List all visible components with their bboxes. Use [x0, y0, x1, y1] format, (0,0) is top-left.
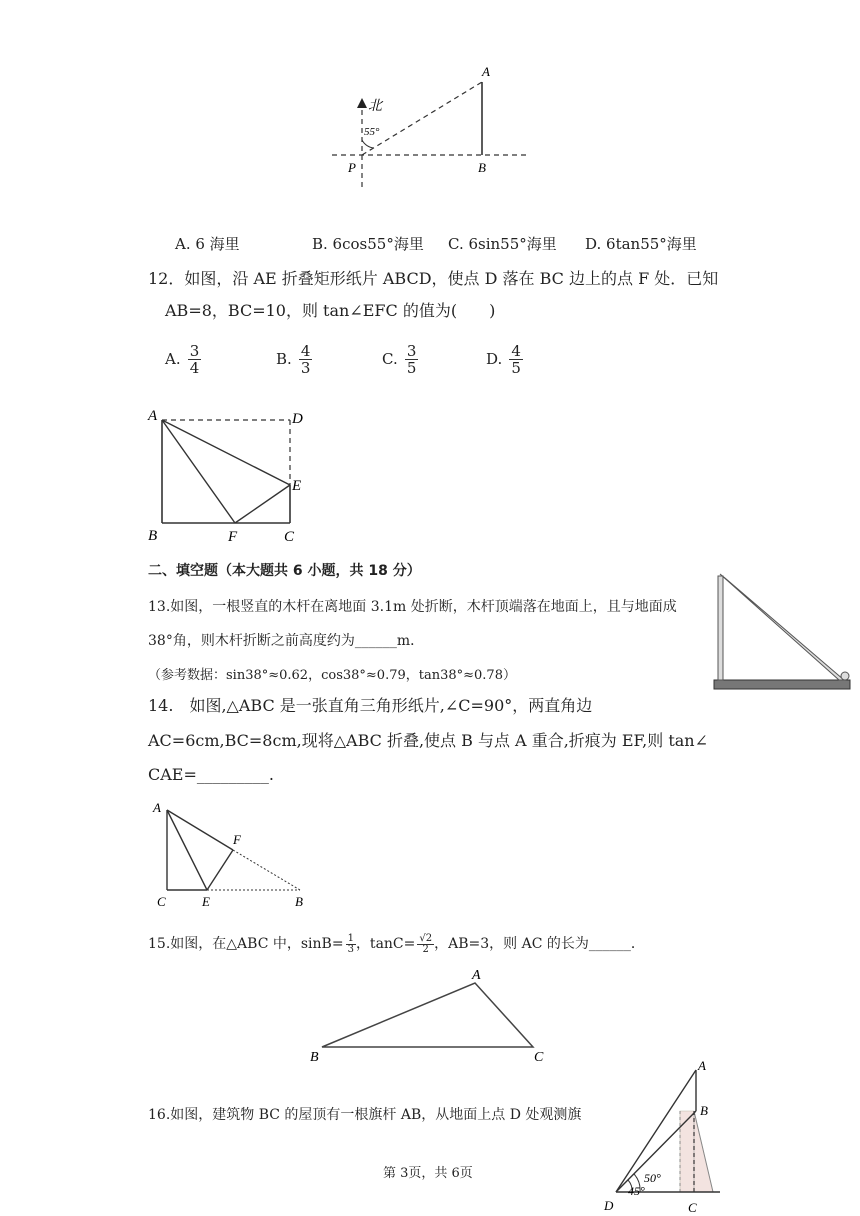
q12-option-a-den: 4 [189, 359, 200, 377]
q12-option-c-fraction [405, 343, 419, 376]
q15-point-b: B [310, 1050, 319, 1065]
q15-mid: ，tanC= [355, 936, 416, 952]
q11-figure [320, 60, 540, 190]
section-title: 二、填空题（本大题共 6 小题，共 18 分） [148, 563, 421, 579]
q12-option-d-fraction [509, 343, 523, 376]
q14-point-b: B [295, 894, 303, 909]
q15-sin-num: 1 [347, 932, 354, 944]
q12-option-b-den: 3 [300, 359, 311, 377]
q12-option-d-num: 4 [511, 342, 521, 360]
q12-point-c: C [284, 529, 295, 545]
q11-option-d: D. 6tan55°海里 [585, 235, 697, 253]
q16-angle-45: 45° [628, 1184, 645, 1198]
q12-option-b-fraction [299, 343, 313, 376]
q12-point-e: E [292, 478, 302, 494]
q15-figure [300, 965, 560, 1065]
point-p: P [348, 160, 356, 175]
q12-line1: 12．如图，沿 AE 折叠矩形纸片 ABCD，使点 D 落在 BC 边上的点 F 处．已知 [148, 269, 719, 288]
q14-line3: CAE=_________. [148, 765, 274, 784]
q14-line1: 14. 如图,△ABC 是一张直角三角形纸片,∠C=90°，两直角边 [148, 696, 593, 715]
q12-option-b-num: 4 [300, 342, 311, 360]
q16-point-c: C [688, 1200, 697, 1215]
q13-line2: 38°角，则木杆折断之前高度约为______m． [148, 633, 425, 649]
q15-tan-fraction [417, 934, 434, 955]
q16-point-a: A [698, 1058, 706, 1073]
q12-option-a [165, 343, 201, 376]
q15-tan-num: √2 [419, 932, 433, 944]
q14-point-c: C [157, 894, 166, 909]
q14-line2: AC=6cm,BC=8cm,现将△ABC 折叠,使点 B 与点 A 重合,折痕为 EF,则 tan∠ [148, 731, 709, 750]
q12-option-b [276, 343, 312, 376]
q11-option-b: B. 6cos55°海里 [312, 235, 424, 253]
q12-option-c-num: 3 [406, 342, 417, 360]
q16-figure [598, 1052, 728, 1216]
q13-line1: 13.如图，一根竖直的木杆在离地面 3.1m 处折断，木杆顶端落在地面上，且与地面成 [148, 599, 677, 615]
q16-line1: 16.如图，建筑物 BC 的屋顶有一根旗杆 AB，从地面上点 D 处观测旗 [148, 1107, 582, 1123]
q13-figure [710, 568, 855, 694]
q12-point-f: F [228, 529, 238, 545]
q12-figure [140, 400, 320, 545]
q14-point-f: F [233, 832, 241, 847]
q12-option-c-label: C. [382, 350, 398, 368]
q14-figure [145, 798, 320, 913]
q12-option-c [382, 343, 418, 376]
q12-option-a-num: 3 [189, 342, 200, 360]
q15-tan-den: 2 [422, 943, 429, 955]
q16-point-d: D [604, 1198, 614, 1213]
q12-option-d-den: 5 [511, 359, 521, 377]
q12-point-b: B [148, 528, 158, 544]
q15-sin-den: 3 [347, 943, 354, 955]
q11-option-a: A. 6 海里 [175, 235, 240, 253]
north-label: 北 [368, 99, 382, 114]
page-footer: 第 3页，共 6页 [383, 1166, 473, 1181]
q11-option-c: C. 6sin55°海里 [448, 235, 557, 253]
q15-point-a: A [472, 968, 481, 983]
q12-line2: AB=8，BC=10，则 tan∠EFC 的值为( ) [165, 301, 496, 320]
q12-option-a-fraction [188, 343, 202, 376]
q14-point-e: E [202, 894, 210, 909]
q15-suffix: ，AB=3，则 AC 的长为______． [434, 936, 645, 952]
q12-option-d [486, 343, 523, 376]
q12-option-b-label: B. [276, 350, 292, 368]
q12-option-d-label: D. [486, 350, 503, 368]
q12-option-c-den: 5 [406, 359, 417, 377]
q15-sin-fraction [346, 934, 356, 955]
q15-prefix: 15.如图，在△ABC 中，sinB= [148, 936, 344, 952]
angle-label: 55° [364, 126, 380, 138]
q13-reference: （参考数据：sin38°≈0.62，cos38°≈0.79，tan38°≈0.78） [148, 668, 516, 683]
q12-option-a-label: A. [165, 350, 181, 368]
q12-point-d: D [292, 411, 303, 427]
q14-point-a: A [153, 800, 161, 815]
q16-point-b: B [700, 1103, 708, 1118]
q15-text [148, 933, 645, 955]
q12-point-a: A [148, 408, 158, 424]
point-a: A [482, 64, 490, 79]
point-b: B [478, 160, 486, 175]
q15-point-c: C [534, 1050, 544, 1065]
q16-angle-50: 50° [644, 1171, 661, 1185]
